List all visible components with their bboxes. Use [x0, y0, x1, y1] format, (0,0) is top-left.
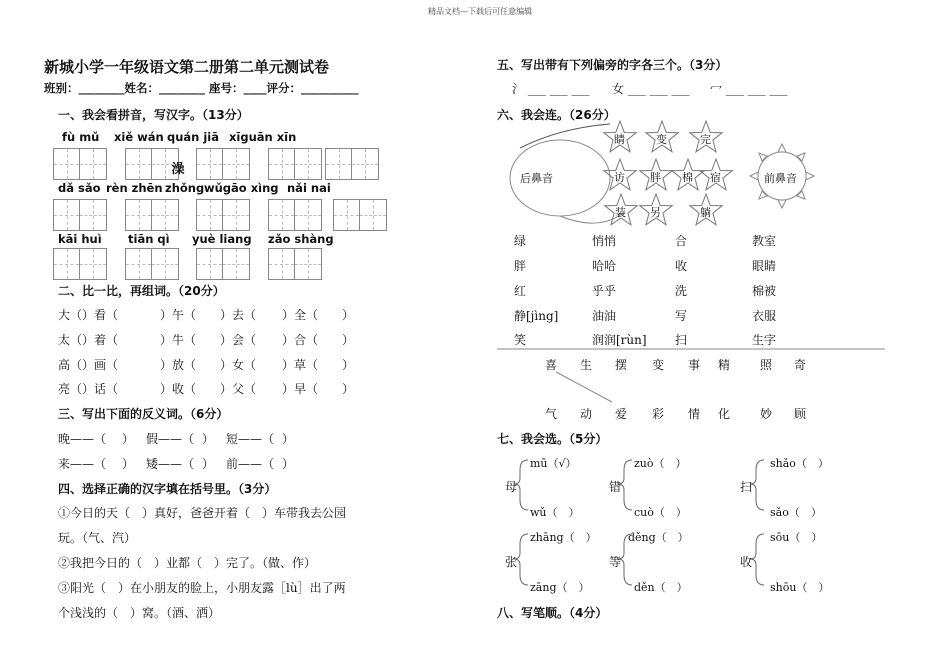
compare-row: 太（）着（ ）牛（ ）会（ ）合（ ）	[58, 333, 355, 347]
pinyin-r3-4: zǎo shàng	[268, 232, 334, 246]
col2-item: 悄悄	[592, 234, 617, 248]
section-5-title: 五、写出带有下列偏旁的字各三个。（3分）	[497, 58, 728, 72]
col2-item: 油油	[592, 309, 617, 323]
star-char: 装	[615, 206, 626, 219]
student-info-line: 班别：________姓名：________ 座号：____评分：__________	[44, 81, 359, 95]
col4-item: 生字	[752, 333, 777, 347]
radical-nv: 女 ___ ___ ___	[612, 82, 690, 96]
header-note: 精品文档---下载后可任意编辑	[428, 7, 533, 16]
line-drawn	[520, 124, 610, 148]
col4-item: 衣服	[752, 309, 777, 323]
choice-b[interactable]: zāng（ ）	[530, 581, 590, 594]
section-8-title: 八、写笔顺。（4分）	[497, 606, 608, 620]
pinyin-r2-4: wǔgāo xìng	[204, 181, 279, 195]
choice-char: 错	[609, 480, 622, 494]
star-char: 胖	[650, 171, 661, 184]
top-char: 摆	[615, 358, 628, 372]
star-char: 完	[700, 133, 711, 146]
bottom-char: 情	[688, 407, 701, 421]
col3-item: 洗	[675, 284, 688, 298]
star-char: 变	[656, 133, 667, 146]
radical-shui: 氵 ___ ___ ___	[512, 82, 590, 96]
section-6-title: 六、我会连。（26分）	[497, 108, 616, 122]
antonym-row: 来——（ ） 矮——（ ） 前——（ ）	[58, 457, 295, 471]
top-char: 照	[760, 358, 773, 372]
section-4-title: 四、选择正确的汉字填在括号里。（3分）	[58, 482, 277, 496]
col4-item: 棉被	[752, 284, 777, 298]
col2-item: 乎乎	[592, 284, 617, 298]
col1-item: 红	[514, 284, 527, 298]
match-line	[556, 372, 612, 402]
pinyin-r2-3: zhǒng	[165, 181, 205, 195]
col4-item: 眼睛	[752, 259, 777, 273]
section-1-title: 一、我会看拼音，写汉字。（13分）	[58, 108, 249, 122]
section-7-title: 七、我会选。（5分）	[497, 432, 608, 446]
col4-item: 教室	[752, 234, 777, 248]
bottom-char: 气	[545, 407, 558, 421]
top-char: 事	[688, 358, 701, 372]
choice-b[interactable]: wǔ（ ）	[530, 506, 580, 519]
choice-a[interactable]: shǎo（ ）	[770, 457, 829, 470]
choice-b[interactable]: cuò（ ）	[634, 506, 687, 519]
bottom-char: 彩	[652, 407, 665, 421]
fill-line: 玩。（气、汽）	[58, 531, 137, 545]
filled-answer: 澡	[171, 162, 185, 177]
bottom-char: 化	[718, 407, 731, 421]
compare-row: 高（）画（ ）放（ ）女（ ）草（ ）	[58, 358, 355, 372]
top-char: 生	[580, 358, 593, 372]
choice-a[interactable]: zhāng（ ）	[530, 531, 597, 544]
top-char: 奇	[794, 358, 807, 372]
star-char: 另	[650, 206, 661, 219]
pinyin-r1-2: xiě wán	[114, 130, 164, 144]
compare-row: 亮（）话（ ）收（ ）父（ ）早（ ）	[58, 382, 355, 396]
fill-line: ①今日的天（ ）真好，爸爸开着（ ）车带我去公园	[58, 506, 347, 520]
section-2-title: 二、比一比，再组词。（20分）	[58, 284, 225, 298]
col2-item: 润润[rùn]	[592, 333, 647, 347]
col3-item: 写	[675, 309, 688, 323]
choice-a[interactable]: zuò（ ）	[634, 457, 687, 470]
choice-a[interactable]: mū（√）	[530, 457, 577, 470]
fill-line: 个浅浅的（ ）窝。（酒、洒）	[58, 606, 221, 620]
top-char: 喜	[545, 358, 558, 372]
pinyin-r3-2: tiān qì	[128, 232, 170, 246]
top-char: 精	[718, 358, 731, 372]
choice-char: 收	[740, 555, 753, 569]
fill-line: ②我把今日的（ ）业都（ ）完了。（做、作）	[58, 556, 317, 570]
col1-item: 绿	[514, 234, 527, 248]
star-char: 棉	[682, 171, 693, 184]
section-3-title: 三、写出下面的反义词。（6分）	[58, 407, 229, 421]
star-char: 睛	[614, 133, 625, 146]
pinyin-r2-5: nǎi nai	[287, 181, 331, 195]
col1-item: 胖	[514, 259, 527, 273]
star-char: 访	[614, 171, 625, 184]
compare-row: 大（）看（ ）午（ ）去（ ）全（ ）	[58, 308, 355, 322]
star-char: 宿	[710, 171, 721, 184]
choice-a[interactable]: děng（ ）	[628, 531, 689, 544]
choice-b[interactable]: děn（ ）	[634, 581, 688, 594]
fill-line: ③阳光（ ）在小朋友的脸上，小朋友露［lù］出了两	[58, 581, 346, 595]
pinyin-r3-1: kāi huì	[58, 232, 102, 246]
top-char: 变	[652, 358, 665, 372]
choice-b[interactable]: shōu（ ）	[770, 581, 830, 594]
choice-char: 等	[609, 555, 622, 569]
choice-a[interactable]: sōu（ ）	[770, 531, 823, 544]
pinyin-r2-2: rèn zhēn	[106, 181, 163, 195]
col3-item: 收	[675, 259, 688, 273]
radical-mi: 冖 ___ ___ ___	[710, 82, 788, 96]
bottom-char: 爱	[615, 407, 628, 421]
pinyin-r1-1: fù mǔ	[62, 130, 100, 144]
choice-b[interactable]: sǎo（ ）	[770, 506, 822, 519]
pinyin-r1-3: quán jiā	[167, 130, 220, 144]
bottom-char: 顾	[794, 407, 807, 421]
back-nasal-label: 后鼻音	[520, 172, 553, 185]
antonym-row: 晚——（ ） 假——（ ） 短——（ ）	[58, 432, 295, 446]
col1-item: 静[jìng]	[514, 309, 559, 323]
choice-char: 母	[505, 480, 518, 494]
front-nasal-label: 前鼻音	[764, 172, 797, 185]
choice-char: 张	[505, 555, 518, 569]
col3-item: 扫	[675, 333, 688, 347]
col2-item: 哈哈	[592, 259, 617, 273]
bottom-char: 妙	[760, 407, 773, 421]
pinyin-r3-3: yuè liang	[192, 232, 252, 246]
bottom-char: 动	[580, 407, 593, 421]
choice-char: 扫	[740, 480, 753, 494]
star-char: 躺	[700, 206, 711, 219]
page-title: 新城小学一年级语文第二册第二单元测试卷	[44, 58, 330, 76]
col3-item: 合	[675, 234, 688, 248]
col1-item: 笑	[514, 333, 527, 347]
pinyin-r2-1: dǎ sǎo	[58, 181, 101, 195]
pinyin-r1-4: xīguān xīn	[229, 130, 297, 144]
